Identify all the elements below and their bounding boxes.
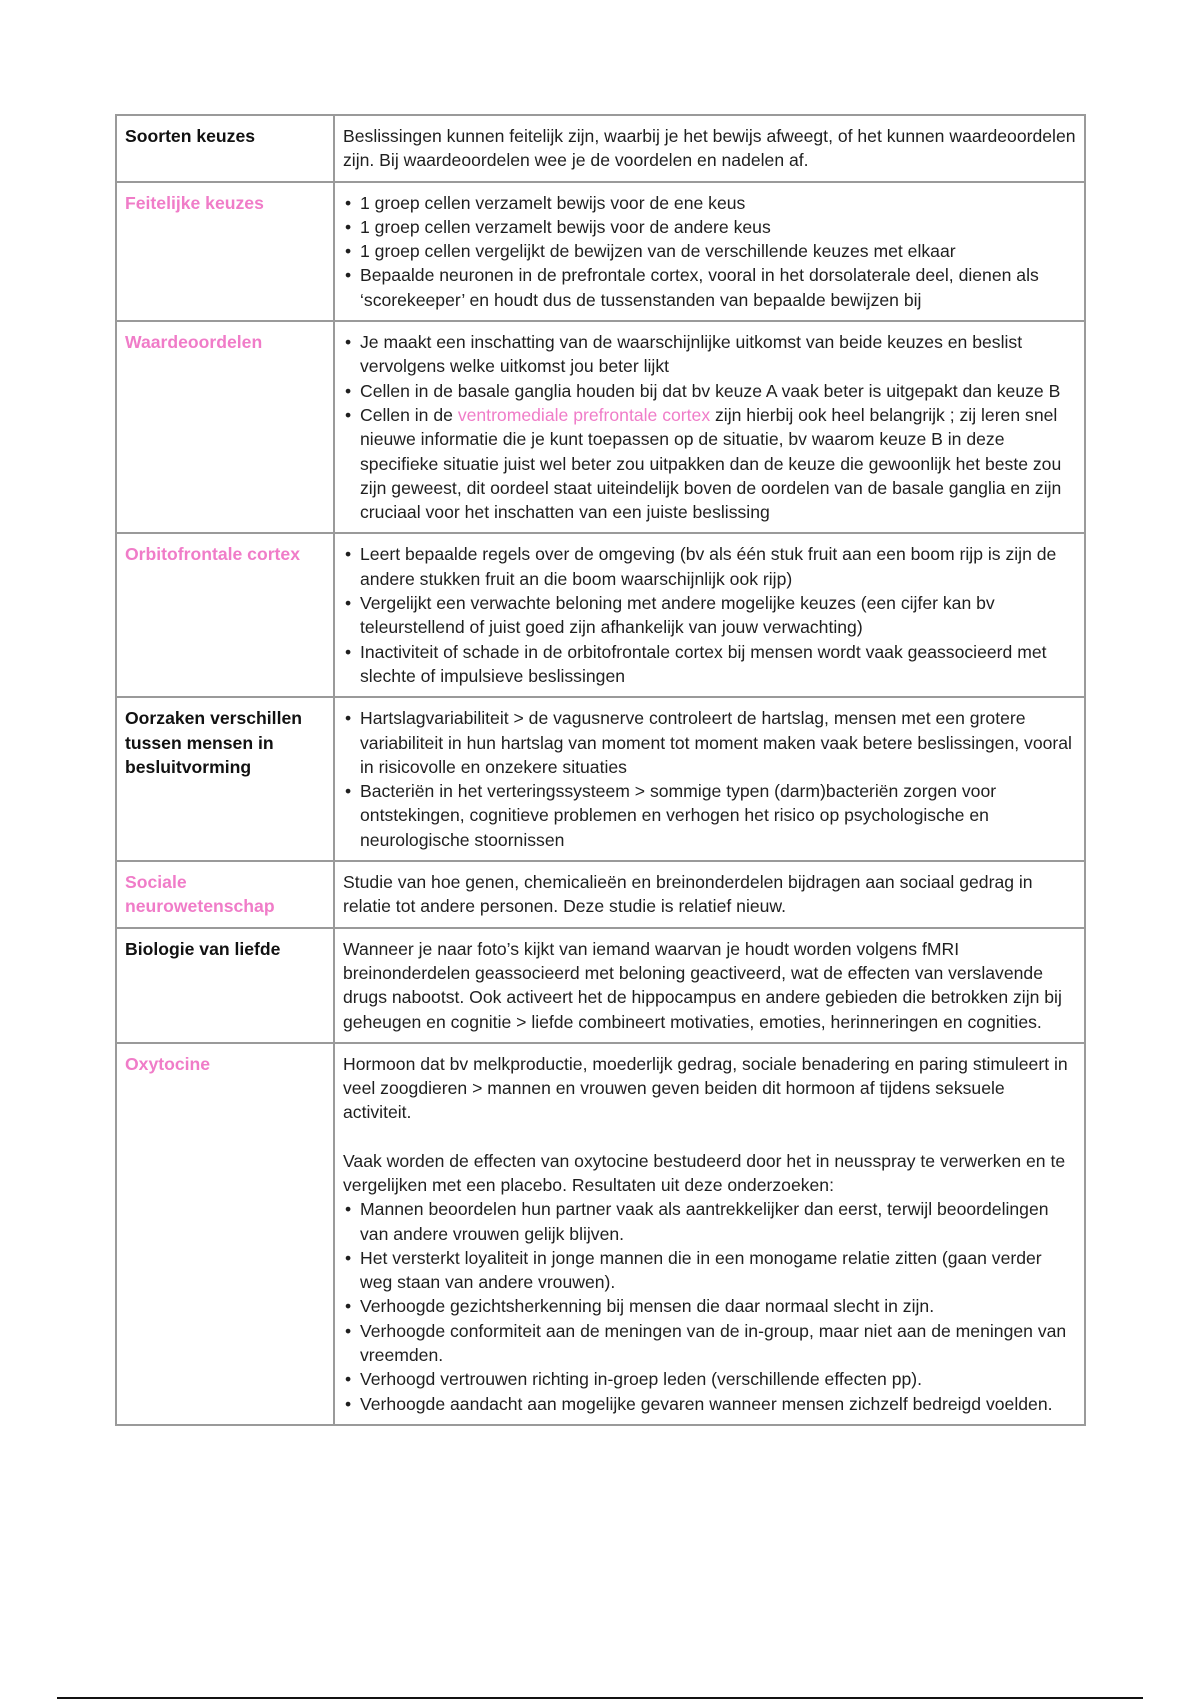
list-item: • Bacteriën in het verteringssysteem > sommige typen (darm)bacteriën zorgen voor ontstekingen, cognitieve problemen en verhogen het risico op psychologische en neurologische stoornissen: [343, 779, 1076, 852]
description-cell: [334, 928, 1085, 1043]
term-cell: Oorzaken verschillen tussen mensen in besluitvorming: [116, 697, 334, 861]
description-cell: [334, 1043, 1085, 1425]
list-item: • Het versterkt loyaliteit in jonge mannen die in een monogame relatie zitten (gaan verder weg staan van andere vrouwen).: [343, 1246, 1076, 1295]
list-item: • Je maakt een inschatting van de waarschijnlijke uitkomst van beide keuzes en beslist vervolgens welke uitkomst jou beter lijkt: [343, 330, 1076, 379]
description-paragraph: Wanneer je naar foto’s kijkt van iemand waarvan je houdt worden volgens fMRI breinonderdelen geassocieerd met beloning geactiveerd, wat de effecten van verslavende drugs nabootst. Ook activeert het de hippocampus en andere gebieden die betrokken zijn bij geheugen en cognitie > liefde combineert motivaties, emoties, herinneringen en cognities.: [343, 938, 1062, 1032]
list-item: • Verhoogd vertrouwen richting in-groep leden (verschillende effecten pp).: [343, 1367, 1076, 1391]
bullet-list: [343, 1197, 1076, 1416]
description-cell: [334, 115, 1085, 182]
notes-table: [115, 114, 1086, 1426]
list-item: • Bepaalde neuronen in de prefrontale cortex, vooral in het dorsolaterale deel, dienen als ‘scorekeeper’ en houdt dus de tussenstanden van bepaalde bewijzen bij: [343, 263, 1076, 312]
term-cell: Soorten keuzes: [116, 115, 334, 182]
list-item: • Hartslagvariabiliteit > de vagusnerve controleert de hartslag, mensen met een grotere variabiliteit in hun hartslag van moment tot moment maken vaak betere beslissingen, vooral in risicovolle en onzekere situaties: [343, 706, 1076, 779]
description-paragraph: Hormoon dat bv melkproductie, moederlijk gedrag, sociale benadering en paring stimuleert in veel zoogdieren > mannen en vrouwen geven beiden dit hormoon af tijdens seksuele activiteit.: [343, 1053, 1068, 1123]
list-item: • Vergelijkt een verwachte beloning met andere mogelijke keuzes (een cijfer kan bv teleurstellend of juist goed zijn afhankelijk van jouw verwachting): [343, 591, 1076, 640]
table-row: [116, 861, 1085, 928]
table-row: [116, 115, 1085, 182]
description-cell: [334, 182, 1085, 321]
list-item: • 1 groep cellen verzamelt bewijs voor de ene keus: [343, 191, 1076, 215]
list-item: • Inactiviteit of schade in de orbitofrontale cortex bij mensen wordt vaak geassocieerd met slechte of impulsieve beslissingen: [343, 640, 1076, 689]
term-cell: Orbitofrontale cortex: [116, 533, 334, 697]
description-paragraph: Studie van hoe genen, chemicalieën en breinonderdelen bijdragen aan sociaal gedrag in relatie tot andere personen. Deze studie is relatief nieuw.: [343, 872, 1033, 917]
term-cell: Oxytocine: [116, 1043, 334, 1425]
list-item: • Verhoogde conformiteit aan de meningen van de in-group, maar niet aan de meningen van vreemden.: [343, 1319, 1076, 1368]
description-cell: [334, 321, 1085, 533]
table-row: [116, 533, 1085, 697]
bullet-list: [343, 542, 1076, 688]
bullet-list: [343, 706, 1076, 852]
term-cell: Waardeoordelen: [116, 321, 334, 533]
bullet-text-before: Cellen in de: [360, 404, 458, 425]
table-row: [116, 321, 1085, 533]
list-item: • Verhoogde aandacht aan mogelijke gevaren wanneer mensen zichzelf bedreigd voelden.: [343, 1392, 1076, 1416]
table-row: [116, 697, 1085, 861]
list-item: • 1 groep cellen verzamelt bewijs voor de andere keus: [343, 215, 1076, 239]
term-cell: Biologie van liefde: [116, 928, 334, 1043]
table-row: [116, 182, 1085, 321]
list-item: • Verhoogde gezichtsherkenning bij mensen die daar normaal slecht in zijn.: [343, 1294, 1076, 1318]
description-cell: [334, 861, 1085, 928]
description-cell: [334, 533, 1085, 697]
description-paragraph: Vaak worden de effecten van oxytocine bestudeerd door het in neusspray te verwerken en te vergelijken met een placebo. Resultaten uit deze onderzoeken:: [343, 1150, 1066, 1195]
description-paragraph: Beslissingen kunnen feitelijk zijn, waarbij je het bewijs afweegt, of het kunnen waardeoordelen zijn. Bij waardeoordelen wee je de voordelen en nadelen af.: [343, 126, 1076, 171]
list-item: • Mannen beoordelen hun partner vaak als aantrekkelijker dan eerst, terwijl beoordelingen van andere vrouwen gelijk blijven.: [343, 1197, 1076, 1246]
bullet-list: [343, 191, 1076, 312]
table-row: [116, 1043, 1085, 1425]
list-item: • 1 groep cellen vergelijkt de bewijzen van de verschillende keuzes met elkaar: [343, 239, 1076, 263]
term-cell: Feitelijke keuzes: [116, 182, 334, 321]
bullet-list: [343, 330, 1076, 524]
list-item: • Leert bepaalde regels over de omgeving (bv als één stuk fruit aan een boom rijp is zijn de andere stukken fruit an die boom waarschijnlijk ook rijp): [343, 542, 1076, 591]
list-item: • Cellen in de basale ganglia houden bij dat bv keuze A vaak beter is uitgepakt dan keuze B: [343, 379, 1076, 403]
description-cell: [334, 697, 1085, 861]
highlighted-term: ventromediale prefrontale cortex: [457, 404, 711, 425]
footer-divider: [57, 1697, 1143, 1699]
bullet-text-after: zijn hierbij ook heel belangrijk ; zij leren snel nieuwe informatie die je kunt toepassen op de situatie, bv waarom keuze B in deze specifieke situatie juist wel beter zou uitpakken dan de keuze die gewoonlijk het beste zou zijn geweest, dit oordeel staat uiteindelijk boven de oordelen van de basale ganglia en zijn cruciaal voor het inschatten van een juiste beslissing: [360, 404, 1062, 523]
term-cell: Sociale neurowetenschap: [116, 861, 334, 928]
table-row: [116, 928, 1085, 1043]
list-item: [343, 403, 1076, 524]
